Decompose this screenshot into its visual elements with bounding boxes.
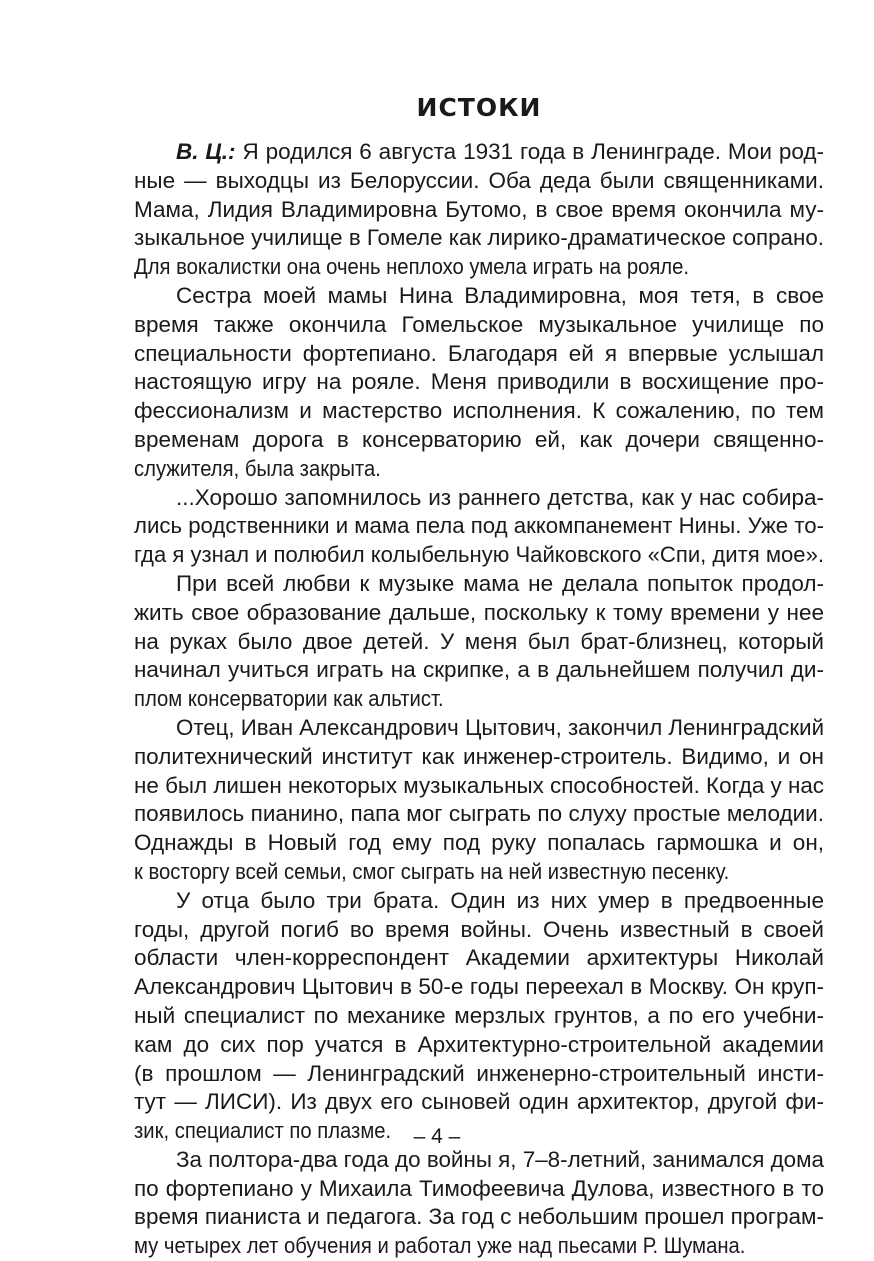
text-line: время также окончила Гомельское музыкальное училище по xyxy=(134,311,824,337)
paragraph xyxy=(134,138,824,282)
text-line: Отец, Иван Александрович Цытович, закончил Ленинградский xyxy=(176,714,824,740)
text-line: области член-корреспондент Академии архитектуры Николай xyxy=(134,945,824,971)
text-line: При всей любви к музыке мама не делала попыток продол- xyxy=(176,570,824,596)
text-line: служителя, была закрыта. xyxy=(134,455,381,481)
paragraph xyxy=(134,570,824,714)
page-body xyxy=(134,90,824,1261)
text-line: кам до сих пор учатся в Архитектурно-строительной академии xyxy=(134,1031,824,1057)
page-number: – 4 – xyxy=(413,1125,461,1148)
text-line: Для вокалистки она очень неплохо умела играть на рояле. xyxy=(134,254,690,280)
text-line: по фортепиано у Михаила Тимофеевича Дулова, известного в то xyxy=(134,1175,824,1201)
text-line: Александрович Цытович в 50-е годы переехал в Москву. Он круп- xyxy=(134,974,824,1000)
text-line: жить свое образование дальше, поскольку к тому времени у нее xyxy=(134,599,824,625)
text-line: тут — ЛИСИ). Из двух его сыновей один архитектор, другой фи- xyxy=(134,1089,824,1115)
speaker-label: В. Ц.: xyxy=(176,139,236,164)
text-line: ные — выходцы из Белоруссии. Оба деда были священниками. xyxy=(134,167,824,193)
text-line: му четырех лет обучения и работал уже над пьесами Р. Шумана. xyxy=(134,1233,746,1259)
text-line: настоящую игру на рояле. Меня приводили в восхищение про- xyxy=(134,369,824,395)
paragraph xyxy=(134,1146,824,1261)
paragraph xyxy=(134,714,824,887)
text-line: на руках было двое детей. У меня был брат-близнец, который xyxy=(134,628,824,654)
text-line: начинал учиться играть на скрипке, а в дальнейшем получил ди- xyxy=(134,657,824,683)
paragraph xyxy=(134,484,824,570)
text-line: время пианиста и педагога. За год с небольшим прошел програм- xyxy=(134,1204,824,1230)
text-line: За полтора-два года до войны я, 7–8-летний, занимался дома xyxy=(176,1146,824,1172)
text-line: специальности фортепиано. Благодаря ей я впервые услышал xyxy=(134,340,824,366)
text-line: Сестра моей мамы Нина Владимировна, моя тетя, в свое xyxy=(176,282,824,308)
text-line: появилось пианино, папа мог сыграть по слуху простые мелодии. xyxy=(134,801,824,827)
text-line: не был лишен некоторых музыкальных способностей. Когда у нас xyxy=(134,772,824,798)
text-line: (в прошлом — Ленинградский инженерно-строительный инсти- xyxy=(134,1060,824,1086)
text-line: плом консерватории как альтист. xyxy=(134,686,444,712)
body-text xyxy=(134,138,824,1261)
text-line: гда я узнал и полюбил колыбельную Чайковского «Спи, дитя мое». xyxy=(134,542,824,568)
text-line: к восторгу всей семьи, смог сыграть на ней известную песенку. xyxy=(134,858,730,884)
text-line: политехнический институт как инженер-строитель. Видимо, и он xyxy=(134,743,824,769)
text-line: Однажды в Новый год ему под руку попалась гармошка и он, xyxy=(134,830,824,856)
text-line: лись родственники и мама пела под аккомпанемент Нины. Уже то- xyxy=(134,513,824,539)
text-line: Мама, Лидия Владимировна Бутомо, в свое время окончила му- xyxy=(134,196,824,222)
paragraph xyxy=(134,282,824,484)
paragraph xyxy=(134,887,824,1146)
text-line: ...Хорошо запомнилось из раннего детства, как у нас собира- xyxy=(176,484,824,510)
text-line: У отца было три брата. Один из них умер в предвоенные xyxy=(176,887,824,913)
chapter-title: ИСТОКИ xyxy=(416,93,542,122)
text-line: годы, другой погиб во время войны. Очень известный в своей xyxy=(134,916,824,942)
text-line: зик, специалист по плазме. xyxy=(134,1118,392,1144)
text-line: ный специалист по механике мерзлых грунтов, а по его учебни- xyxy=(134,1002,824,1028)
text-line: фессионализм и мастерство исполнения. К сожалению, по тем xyxy=(134,398,824,424)
text-line: временам дорога в консерваторию ей, как дочери священно- xyxy=(134,426,824,452)
text-line: зыкальное училище в Гомеле как лирико-драматическое сопрано. xyxy=(134,225,824,251)
text-line: В. Ц.: Я родился 6 августа 1931 года в Ленинграде. Мои род- xyxy=(176,139,824,164)
